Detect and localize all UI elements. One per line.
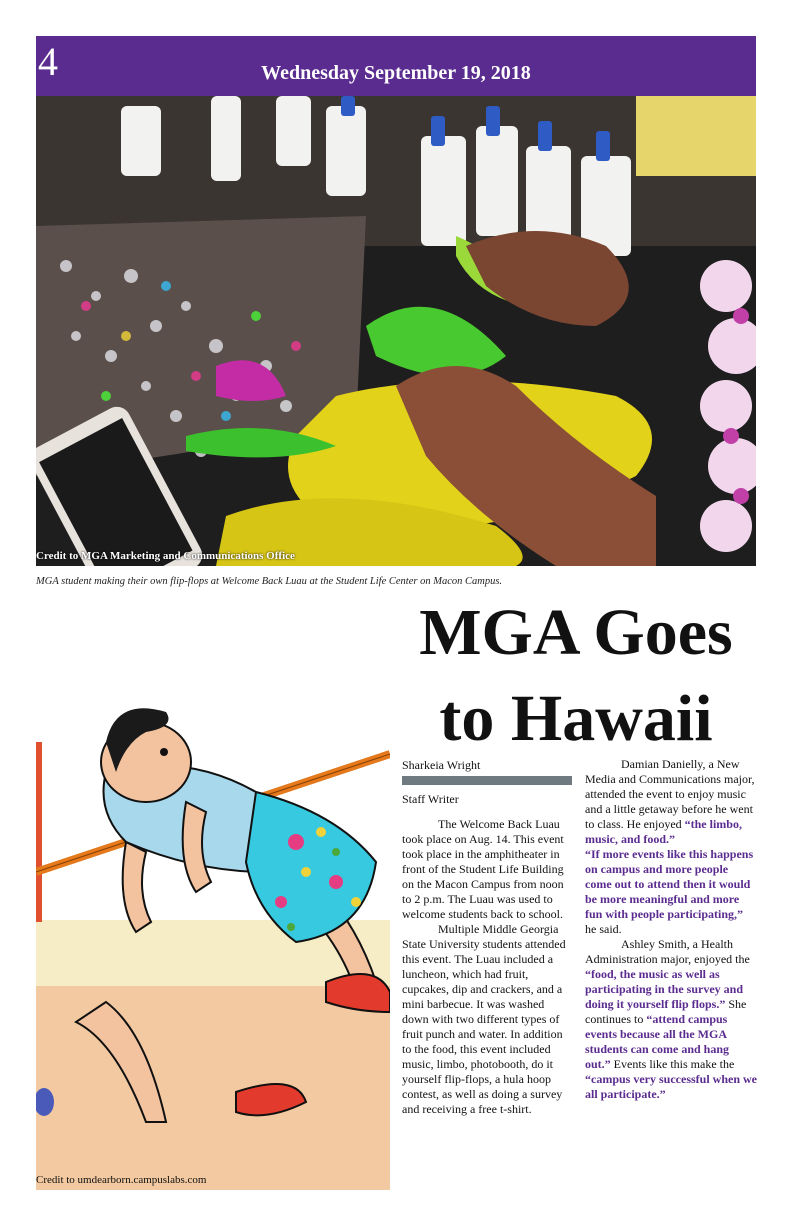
pull-quote: “If more events like this happens on campus and more people come out to attend then it would be more meaningful and more fun with people participating,” — [585, 847, 754, 921]
paragraph-text: Events like this make the — [613, 1057, 735, 1071]
photo-credit-marketing: Credit to MGA Marketing and Communications Office — [36, 550, 295, 562]
article-paragraph: Multiple Middle Georgia State University students attended this event. The Luau included a luncheon, which had fruit, cupcakes, dip and crackers, and a mini barbecue. It was washed down with two different types of fruit punch and water. In addition to the food, this event included music, limbo, photobooth, do it yourself flip-flops, a hula hoop contest, as well as doing a survey and receiving a free t-shirt. — [402, 922, 566, 1116]
article-paragraph — [585, 757, 757, 847]
byline-divider — [402, 776, 572, 785]
pull-quote: “campus very successful when we all participate.” — [585, 1072, 757, 1101]
flip-flop-photo — [36, 96, 756, 566]
paragraph-text: Damian Danielly, a New Media and Communications major, attended the event to enjoy music and a little getaway before he went to class. He enjoyed — [585, 757, 755, 831]
headline-line-1: MGA Goes — [419, 596, 733, 669]
author-title: Staff Writer — [402, 792, 459, 806]
article-column-2 — [585, 757, 757, 1102]
page-number: 4 — [38, 39, 58, 84]
article-paragraph — [585, 937, 757, 1102]
photo-caption: MGA student making their own flip-flops at Welcome Back Luau at the Student Life Center on Macon Campus. — [36, 576, 503, 587]
page-header-bar — [36, 36, 756, 96]
article-headline — [396, 590, 756, 762]
photo-credit-umdearborn: Credit to umdearborn.campuslabs.com — [36, 1174, 207, 1186]
article-column-1 — [402, 817, 572, 1117]
pull-quote: “attend campus events because all the MGA students can come and hang out.” — [585, 1012, 730, 1071]
issue-date: Wednesday September 19, 2018 — [261, 62, 531, 84]
paragraph-text: She continues to — [585, 997, 747, 1026]
headline-line-2: to Hawaii — [439, 682, 713, 755]
pull-quote: “food, the music as well as participating in the survey and doing it yourself flip flops.” — [585, 967, 744, 1011]
article-paragraph: The Welcome Back Luau took place on Aug. 14. This event took place in the amphitheater in front of the Student Life Building on the Macon Campus from noon to 2 p.m. The Luau was used to welcome students back to school. — [402, 817, 564, 921]
limbo-cartoon — [36, 602, 390, 1190]
article-paragraph — [585, 847, 757, 937]
author-name: Sharkeia Wright — [402, 758, 481, 772]
paragraph-text: he said. — [585, 922, 622, 936]
paragraph-text: Ashley Smith, a Health Administration major, enjoyed the — [585, 937, 750, 966]
pull-quote: “the limbo, music, and food.” — [585, 817, 742, 846]
